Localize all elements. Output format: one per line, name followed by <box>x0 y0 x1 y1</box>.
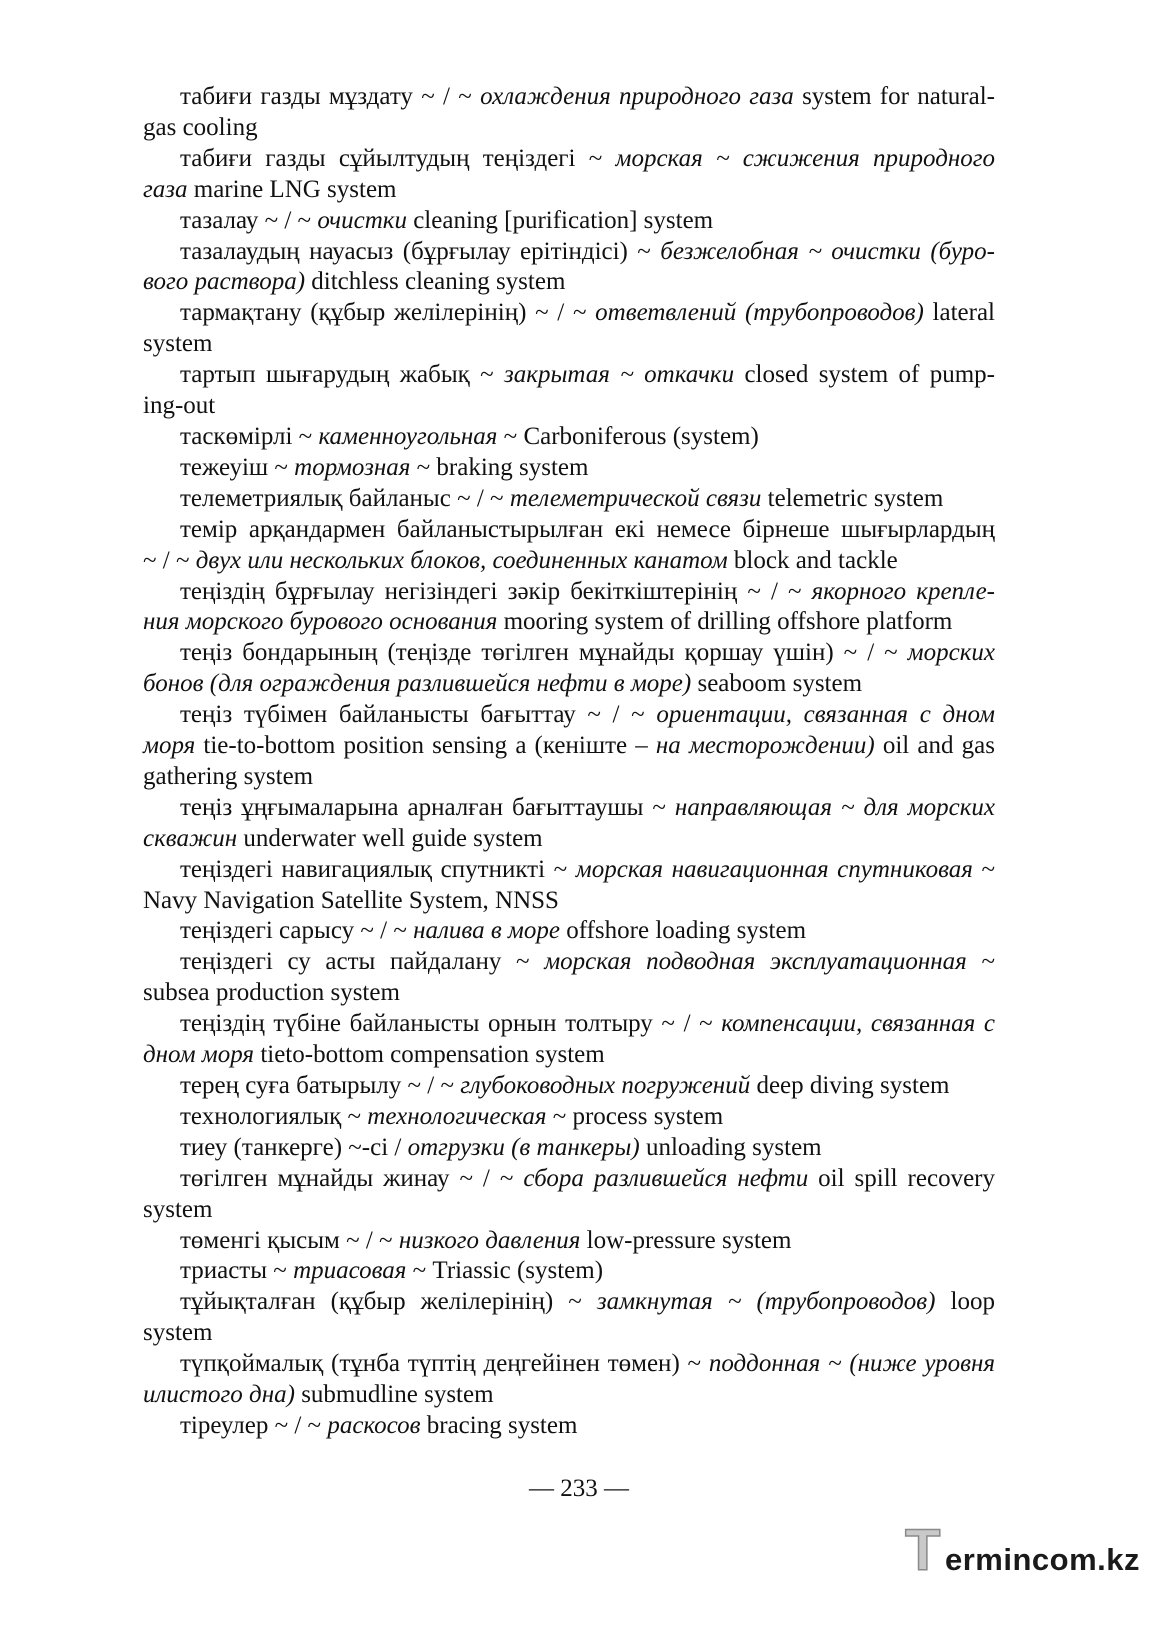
dictionary-entry <box>143 360 995 422</box>
dictionary-entry <box>143 1226 995 1257</box>
dictionary-entry <box>143 1009 995 1071</box>
russian-term: каменноугольная <box>318 422 498 450</box>
dictionary-entry <box>143 206 995 237</box>
dictionary-entry <box>143 1256 995 1287</box>
russian-term: морская подводная эксплуатационная <box>544 948 967 976</box>
dictionary-entry <box>143 1164 995 1226</box>
russian-term: раскосов <box>327 1411 421 1439</box>
entry-line <box>143 391 995 422</box>
entry-text: ~ / ~ <box>143 546 196 574</box>
entry-line <box>143 113 995 144</box>
termincom-logo <box>905 1518 1141 1584</box>
entry-text: bracing system <box>420 1411 578 1439</box>
logo-text: ermincom.kz <box>945 1542 1141 1577</box>
russian-term: сбора разлившейся нефти <box>523 1164 809 1192</box>
dictionary-entry <box>143 1071 995 1102</box>
entry-text: telemetric system <box>761 484 944 512</box>
entry-text: ~ Carboniferous (system) <box>497 422 759 450</box>
entry-line <box>143 1133 995 1164</box>
entry-text: теңіздегі навигациялық спутникті ~ <box>180 855 576 883</box>
entry-line <box>143 793 995 824</box>
entry-line <box>143 762 995 793</box>
dictionary-entry <box>143 1287 995 1349</box>
entry-line <box>143 1380 995 1411</box>
entry-text: тежеуіш ~ <box>180 453 295 481</box>
dictionary-entry <box>143 144 995 206</box>
russian-term: глубоководных погружений <box>460 1072 751 1099</box>
entry-text: loop <box>935 1288 995 1316</box>
entry-text: төгілген мұнайды жинау ~ / ~ <box>180 1164 524 1192</box>
entry-text: тазалау ~ / ~ <box>180 206 318 234</box>
entry-text: төменгі қысым ~ / ~ <box>180 1226 399 1254</box>
dictionary-entry <box>143 484 995 515</box>
entry-text: block and tackle <box>727 546 898 574</box>
entry-line <box>143 175 995 206</box>
entry-line <box>143 824 995 855</box>
entry-text: теңіздің түбіне байланысты орнын толтыру ~ / ~ <box>180 1010 722 1038</box>
dictionary-entry <box>143 916 995 947</box>
entry-line <box>143 1195 995 1226</box>
entry-line <box>143 267 995 298</box>
russian-term: триасовая <box>293 1257 407 1285</box>
entry-text: subsea production system <box>143 979 400 1007</box>
entries-column <box>143 82 995 1442</box>
entry-text: marine LNG system <box>187 175 397 203</box>
russian-term: на месторождении) <box>655 732 875 760</box>
entry-text: gas cooling <box>143 113 258 141</box>
page-number: — 233 — <box>529 1475 629 1502</box>
entry-line <box>143 855 995 886</box>
russian-term: налива в море <box>413 917 560 945</box>
entry-text: теңіздегі су асты пайдалану ~ <box>180 948 545 976</box>
entry-text: триасты ~ <box>180 1257 294 1285</box>
dictionary-entry <box>143 638 995 700</box>
entry-line <box>143 422 995 453</box>
entry-line <box>143 1164 995 1195</box>
entry-text: submudline system <box>294 1381 494 1409</box>
dictionary-entry <box>143 422 995 453</box>
entry-line <box>143 546 995 577</box>
entry-text: lateral <box>923 299 995 327</box>
entry-line <box>143 360 995 391</box>
entry-text: табиғи газды сұйылтудың теңіздегі ~ <box>180 144 616 172</box>
entry-text: темір арқандармен байланыстырылған екі немесе бірнеше шығырлардың <box>180 515 995 543</box>
entry-text: system <box>143 1195 213 1223</box>
entry-line <box>143 1102 995 1133</box>
entry-line <box>143 484 995 515</box>
entry-line <box>143 731 995 762</box>
entry-text: unloading system <box>639 1133 822 1161</box>
entry-text: теңіз ұңғымаларына арналған бағыттаушы ~ <box>180 793 675 821</box>
entry-text: cleaning [purification] system <box>406 206 714 234</box>
entry-text: tieto-bottom compensation system <box>254 1041 605 1069</box>
entry-line <box>143 1287 995 1318</box>
entry-text: Navy Navigation Satellite System, NNSS <box>143 886 559 914</box>
entry-text: ~ process system <box>546 1102 724 1130</box>
russian-term: скважин <box>143 824 238 852</box>
entry-text: ing-out <box>143 392 216 420</box>
entry-line <box>143 237 995 268</box>
entry-text: теңіздегі сарысу ~ / ~ <box>180 917 414 945</box>
entry-text: gathering system <box>143 762 314 790</box>
entry-text: табиғи газды мұздату ~ / ~ <box>180 83 481 110</box>
entry-line <box>143 947 995 978</box>
russian-term: ответвлений (трубопроводов) <box>595 299 924 327</box>
entry-line <box>143 669 995 700</box>
entry-line <box>143 515 995 546</box>
russian-term: закрытая ~ откачки <box>504 361 735 389</box>
entry-text: ~ <box>966 948 995 976</box>
entry-line <box>143 577 995 608</box>
russian-term: морских <box>907 639 995 667</box>
entry-text: теңіздің бұрғылау негізіндегі зәкір бекіткіштерінің ~ / ~ <box>180 577 812 605</box>
dictionary-entry <box>143 453 995 484</box>
entry-text: тұйықталған (құбыр желілерінің) ~ <box>180 1288 597 1316</box>
entry-text: deep diving system <box>750 1072 950 1099</box>
dictionary-entry <box>143 855 995 917</box>
entry-text: tie-to-bottom position sensing a (кеніште – <box>195 732 656 760</box>
entry-text: oil spill recovery <box>808 1164 995 1192</box>
entry-text: тиеу (танкерге) ~-сі / <box>180 1133 408 1161</box>
russian-term: телеметрической связи <box>509 484 762 512</box>
entry-text: ~ braking system <box>410 453 589 481</box>
entry-text: теңіз түбімен байланысты бағыттау ~ / ~ <box>180 701 657 729</box>
russian-term: безжелобная ~ очистки (буро- <box>660 237 995 265</box>
entry-text: тіреулер ~ / ~ <box>180 1411 328 1439</box>
entry-text: closed system of pump- <box>734 361 995 389</box>
dictionary-entry <box>143 700 995 793</box>
entry-text: low-pressure system <box>580 1226 792 1254</box>
entry-text: терең суға батырылу ~ / ~ <box>180 1072 461 1099</box>
russian-term: ния морского бурового основания <box>143 608 498 636</box>
entry-text: тармақтану (құбыр желілерінің) ~ / ~ <box>180 299 596 327</box>
entry-text: underwater well guide system <box>237 824 543 852</box>
entry-text: түпқоймалық (тұнба түптің деңгейінен төмен) ~ <box>180 1350 709 1378</box>
entry-text: технологиялық ~ <box>180 1102 368 1130</box>
russian-term: газа <box>143 175 188 203</box>
russian-term: моря <box>143 732 196 760</box>
dictionary-entry <box>143 947 995 1009</box>
entry-line <box>143 206 995 237</box>
entry-line <box>143 1411 995 1442</box>
dictionary-entry <box>143 1102 995 1133</box>
dictionary-entry <box>143 1133 995 1164</box>
entry-line <box>143 329 995 360</box>
entry-line <box>143 1256 995 1287</box>
entry-text: system <box>143 330 213 358</box>
russian-term: охлаждения природного газа <box>480 83 794 110</box>
logo-initial: T <box>905 1518 941 1583</box>
russian-term: тормозная <box>294 453 411 481</box>
dictionary-entry <box>143 793 995 855</box>
entry-line <box>143 886 995 917</box>
dictionary-entry <box>143 1349 995 1411</box>
russian-term: компенсации, связанная с <box>721 1010 995 1038</box>
russian-term: дном моря <box>143 1041 255 1069</box>
dictionary-entry <box>143 237 995 299</box>
russian-term: двух или нескольких блоков, соединенных канатом <box>195 546 728 574</box>
entry-text: oil and gas <box>874 732 995 760</box>
entry-text: теңіз бондарының (теңізде төгілген мұнайды қоршау үшін) ~ / ~ <box>180 639 908 667</box>
russian-term: морская навигационная спутниковая <box>575 855 973 883</box>
entry-line <box>143 607 995 638</box>
russian-term: низкого давления <box>398 1226 581 1254</box>
russian-term: якорного крепле- <box>811 577 995 605</box>
entry-line <box>143 1318 995 1349</box>
entry-text: тартып шығарудың жабық ~ <box>180 361 505 389</box>
entry-line <box>143 1071 995 1102</box>
entry-line <box>143 298 995 329</box>
russian-term: отгрузки (в танкеры) <box>407 1133 640 1161</box>
russian-term: очистки <box>317 206 407 234</box>
entry-text: mooring system of drilling offshore platform <box>497 608 953 636</box>
russian-term: поддонная ~ (ниже уровня <box>708 1350 995 1378</box>
dictionary-entry <box>143 577 995 639</box>
entry-line <box>143 144 995 175</box>
entry-text: ~ <box>972 855 996 883</box>
entry-text: телеметриялық байланыс ~ / ~ <box>180 484 510 512</box>
russian-term: замкнутая ~ (трубопроводов) <box>596 1288 936 1316</box>
entry-text: system for natural- <box>793 83 995 110</box>
entry-text: тазалаудың науасыз (бұрғылау ерітіндісі) ~ <box>180 237 661 265</box>
entry-text: таскөмірлі ~ <box>180 422 319 450</box>
entry-line <box>143 638 995 669</box>
entry-line <box>143 978 995 1009</box>
entry-text: seaboom system <box>691 670 863 698</box>
entry-text: offshore loading system <box>559 917 807 945</box>
entry-line <box>143 916 995 947</box>
entry-text: ~ Triassic (system) <box>406 1257 604 1285</box>
entry-line <box>143 1009 995 1040</box>
dictionary-entry <box>143 82 995 144</box>
entry-text: ditchless cleaning system <box>305 268 566 296</box>
russian-term: направляющая ~ для морских <box>674 793 995 821</box>
russian-term: ориентации, связанная с дном <box>656 701 995 729</box>
dictionary-entry <box>143 515 995 577</box>
russian-term: технологическая <box>367 1102 547 1130</box>
dictionary-entry <box>143 298 995 360</box>
dictionary-entry <box>143 1411 995 1442</box>
entry-line <box>143 700 995 731</box>
entry-line <box>143 453 995 484</box>
entry-line <box>143 1226 995 1257</box>
entry-text: system <box>143 1319 213 1347</box>
entry-line <box>143 1349 995 1380</box>
entry-line <box>143 82 995 113</box>
entry-line <box>143 1040 995 1071</box>
russian-term: вого раствора) <box>143 268 306 296</box>
russian-term: бонов (для ограждения разлившейся нефти в море) <box>143 670 692 698</box>
russian-term: морская ~ сжижения природного <box>615 144 996 172</box>
russian-term: илистого дна) <box>143 1381 295 1409</box>
